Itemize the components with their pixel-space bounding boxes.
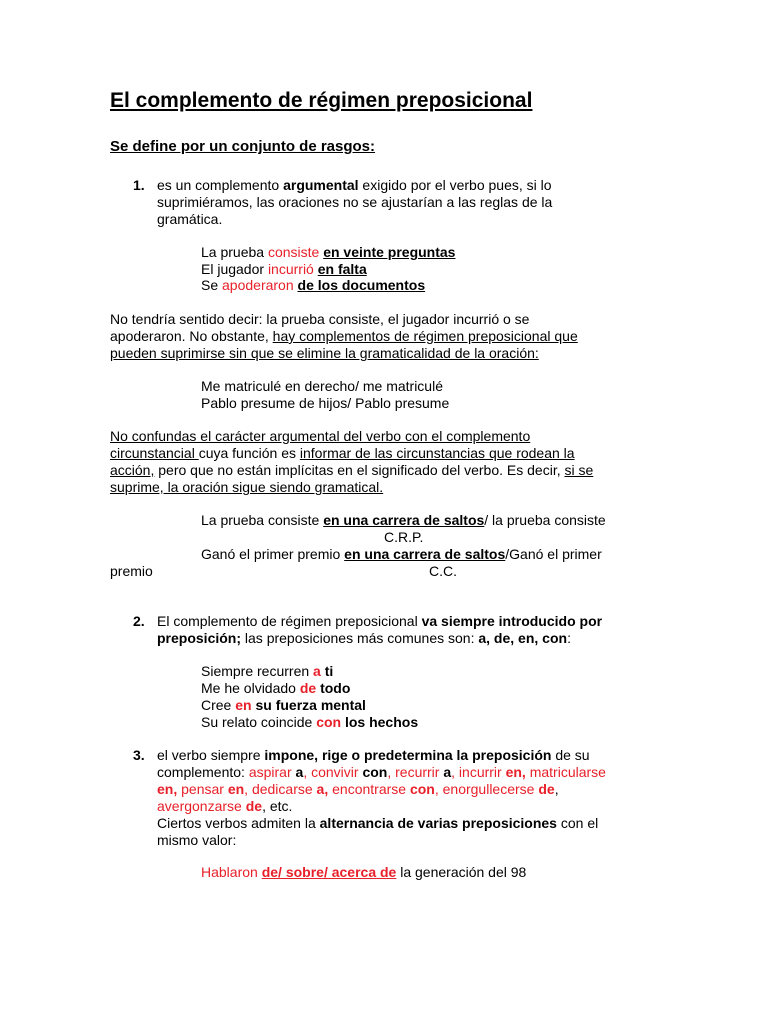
text: La prueba [201,244,268,260]
text: de su [551,747,590,763]
preposition-red: de [245,798,263,814]
text: las preposiciones más comunes son: [241,630,479,646]
list-number-3: 3. [133,747,145,763]
example-line [201,512,606,529]
underlined-text: circunstancial [110,445,199,461]
preposition-red: en [227,781,245,797]
verb-red: matricularse [525,764,606,780]
preposition-red: en [235,697,252,713]
list-number-1: 1. [133,177,145,193]
verb-red: encontrarse [328,781,410,797]
preposition-red: a [313,663,321,679]
bold-term: a [295,764,304,780]
label-crp: C.R.P. [384,529,424,545]
text: , etc. [262,798,293,814]
preposition-red: de [299,680,317,696]
underlined-text: acción, [110,462,155,478]
verb-red: convivir [311,764,363,780]
bold-term: a, de, en, con [478,630,568,646]
example-line [201,663,333,680]
bold-term: con [362,764,388,780]
para1-line2 [110,328,578,345]
example-line: Pablo presume de hijos/ Pablo presume [201,395,450,411]
text: Me he olvidado [201,680,300,696]
section-subtitle: Se define por un conjunto de rasgos: [110,138,376,155]
list-number-2: 2. [133,613,145,629]
item2-line1 [157,613,602,630]
preposition-red: a, [316,781,329,797]
crp-complement: en falta [317,261,367,277]
item3-line4 [157,798,292,815]
underlined-text: informar de las circunstancias que rodean la [299,445,575,461]
text: pero que no están implícitas en el significado del verbo. Es decir, [154,462,565,478]
text: Se [201,277,223,293]
item3-line5 [157,815,598,832]
text: Su relato coincide [201,714,317,730]
bold-term: argumental [283,177,359,193]
text: La prueba consiste [201,512,324,528]
verb-red: incurrió [267,261,314,277]
preposition-red: con [409,781,435,797]
item1-line2: suprimiéramos, las oraciones no se ajustarían a las reglas de la [157,194,553,210]
crp-complement: de los documentos [297,277,426,293]
example-line-cont: premio [110,563,153,579]
verb-red: aspirar [248,764,296,780]
example-line [201,864,526,881]
para2-line3 [110,462,593,479]
para1-line3: pueden suprimirse sin que se elimine la gramaticalidad de la oración: [110,345,539,361]
verb-red: consiste [267,244,320,260]
text: Cree [201,697,236,713]
bold-term: su fuerza mental [251,697,366,713]
item1-line3: gramática. [157,211,223,227]
text: la generación del 98 [396,864,527,880]
verb-red: , recurrir [387,764,444,780]
text: Ciertos verbos admiten la [157,815,320,831]
preposition-alternatives: de/ sobre/ acerca de [261,864,397,880]
text-red: , [303,764,312,780]
bold-term: a [443,764,452,780]
verb-red: , enorgullecerse [434,781,539,797]
example-line: Me matriculé en derecho/ me matriculé [201,378,443,394]
verb-red: pensar [177,781,228,797]
bold-term: todo [316,680,351,696]
para2-line4: suprime, la oración sigue siendo gramatical. [110,479,384,495]
verb-red: Hablaron [201,864,262,880]
para2-line1: No confundas el carácter argumental del verbo con el complemento [110,428,531,444]
preposition-red: en, [505,764,526,780]
cc-complement: en una carrera de saltos [344,546,506,562]
crp-complement: en veinte preguntas [323,244,456,260]
para1-line1: No tendría sentido decir: la prueba consiste, el jugador incurrió o se [110,311,530,327]
text: Ganó el primer premio [201,546,345,562]
example-line [201,714,418,731]
para2-line2 [110,445,575,462]
bold-term: impone, rige o predetermina la preposición [264,747,552,763]
text: con el [556,815,599,831]
bold-term: va siempre introducido por [421,613,603,629]
verb-red: avergonzarse [157,798,246,814]
text: cuya función es [198,445,300,461]
text: El jugador [201,261,268,277]
underlined-text: hay complementos de régimen preposicional que [272,328,578,344]
preposition-red: de [538,781,555,797]
verb-red: apoderaron [222,277,294,293]
text: El complemento de régimen preposicional [157,613,422,629]
bold-term: preposición; [157,630,242,646]
underlined-text: si se [564,462,594,478]
item2-line2 [157,630,571,647]
text: el verbo siempre [157,747,265,763]
preposition-red: en, [157,781,178,797]
label-cc: C.C. [429,563,457,579]
text: es un complemento [157,177,284,193]
item3-line2 [157,764,606,781]
example-line [201,680,350,697]
preposition-red: con [316,714,342,730]
bold-term: alternancia de varias preposiciones [319,815,557,831]
item1-line1 [157,177,552,194]
page-title: El complemento de régimen preposicional [110,89,533,112]
verb-red: , incurrir [451,764,506,780]
text: apoderaron. No obstante, [110,328,273,344]
example-line [201,244,455,261]
text: /Ganó el primer [505,546,602,562]
example-line [201,277,425,294]
example-line [201,546,602,563]
text: , [554,781,559,797]
text: exigido por el verbo pues, si lo [358,177,552,193]
item3-line6: mismo valor: [157,832,237,848]
example-line [201,261,367,278]
text: complemento: [157,764,249,780]
text: Siempre recurren [201,663,314,679]
item3-line3 [157,781,559,798]
crp-complement: en una carrera de saltos [323,512,485,528]
example-line [201,697,366,714]
bold-term: ti [320,663,334,679]
bold-term: los hechos [341,714,419,730]
text: : [567,630,571,646]
text: / la prueba consiste [484,512,606,528]
verb-red: , dedicarse [244,781,317,797]
item3-line1 [157,747,590,764]
